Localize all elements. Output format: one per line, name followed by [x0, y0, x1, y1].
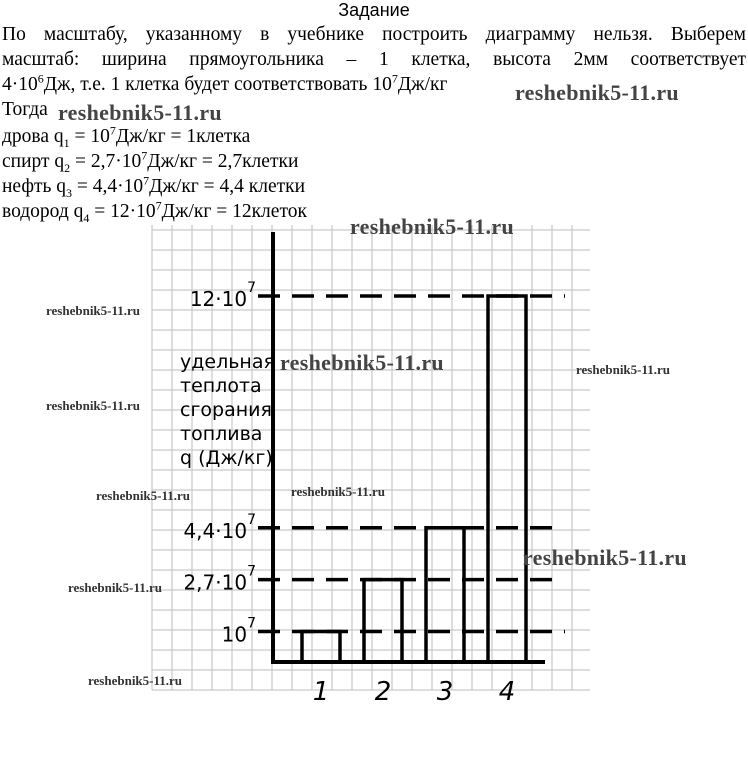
page-title: Задание: [338, 0, 410, 20]
category-label: 1: [312, 677, 330, 707]
fuel-line-alcohol: спирт $q_2 = 2,7\cdot 10^7Дж/кг$ = 2,7клетки: [2, 148, 299, 175]
y-tick-label: $10^7$: [221, 615, 256, 647]
watermark: reshebnik5-11.ru: [68, 580, 163, 595]
text-line-2: масштаб: ширина прямоугольника – 1 клетка, высота 2мм соответствует: [2, 49, 746, 70]
watermark: reshebnik5-11.ru: [280, 350, 444, 375]
category-label: 4: [498, 677, 516, 707]
watermark: reshebnik5-11.ru: [96, 488, 191, 503]
watermark: reshebnik5-11.ru: [350, 214, 514, 239]
watermark: reshebnik5-11.ru: [46, 303, 141, 318]
y-tick-label: $12\cdot 10^7$: [189, 280, 256, 311]
text-line-3: $4\cdot 10^6Дж$, т.е. 1 клетка будет соответствовать $10^7Дж/кг$: [2, 71, 448, 95]
watermark: reshebnik5-11.ru: [88, 673, 183, 688]
watermark: reshebnik5-11.ru: [58, 100, 222, 125]
watermark: reshebnik5-11.ru: [291, 484, 386, 499]
watermark: reshebnik5-11.ru: [515, 80, 679, 105]
y-axis-label: q (Дж/кг): [180, 447, 273, 469]
y-tick-label: $4,4\cdot 10^7$: [183, 511, 256, 543]
y-axis-label: сгорания: [180, 399, 272, 421]
category-label: 2: [374, 677, 392, 707]
watermark: reshebnik5-11.ru: [576, 362, 671, 377]
category-label: 3: [436, 677, 454, 707]
y-axis-label: теплота: [180, 375, 262, 397]
text-line-4: Тогда: [2, 99, 48, 120]
watermark: reshebnik5-11.ru: [46, 398, 141, 413]
fuel-line-wood: дрова $q_1 = 10^7Дж/кг$ = 1клетка: [2, 123, 251, 150]
bar: [488, 296, 526, 662]
watermark: reshebnik5-11.ru: [523, 545, 687, 570]
text-line-1: По масштабу, указанному в учебнике построить диаграмму нельзя. Выберем: [2, 24, 746, 45]
fuel-line-hydrogen: водород $q_4 = 12\cdot 10^7Дж/кг$ = 12клеток: [2, 198, 307, 225]
y-axis-label: удельная: [180, 351, 275, 373]
y-axis-label: топлива: [180, 423, 263, 445]
bar: [302, 632, 340, 663]
y-tick-label: $2,7\cdot 10^7$: [183, 563, 256, 595]
fuel-line-oil: нефть $q_3 = 4,4\cdot 10^7Дж/кг = 4,4$ клетки: [2, 173, 306, 200]
